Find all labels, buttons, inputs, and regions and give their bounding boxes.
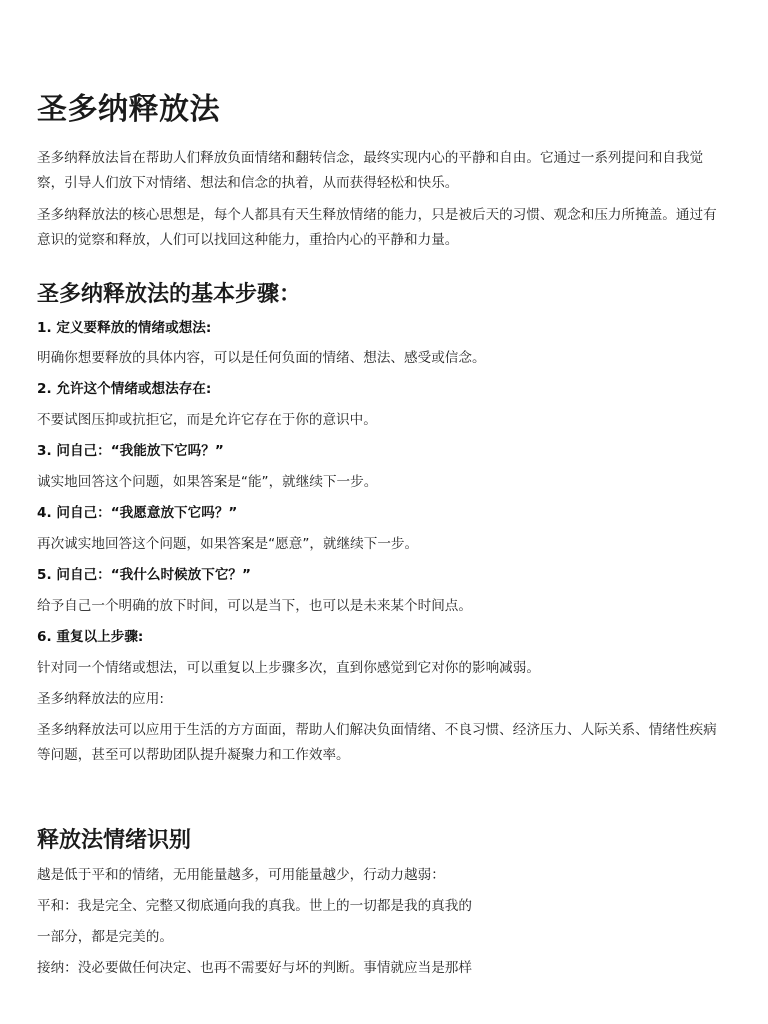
page-title: 圣多纳释放法 [37,92,220,127]
emotion-line-4: 接纳：没必要做任何决定、也再不需要好与坏的判断。事情就应当是那样 [37,960,472,976]
step-2-title: 2. 允许这个情绪或想法存在: [37,381,212,397]
emotion-line-2: 平和：我是完全、完整又彻底通向我的真我。世上的一切都是我的真我的 [37,898,472,914]
intro-paragraph-2: 圣多纳释放法的核心思想是，每个人都具有天生释放情绪的能力，只是被后天的习惯、观念和压力所掩盖。通过有意识的觉察和释放，人们可以找回这种能力，重拾内心的平静和力量。 [37,207,717,248]
step-1-desc: 明确你想要释放的具体内容，可以是任何负面的情绪、想法、感受或信念。 [37,350,486,366]
application-text: 圣多纳释放法可以应用于生活的方方面面，帮助人们解决负面情绪、不良习惯、经济压力、人际关系、情绪性疾病等问题，甚至可以帮助团队提升凝聚力和工作效率。 [37,722,717,763]
emotion-line-1: 越是低于平和的情绪，无用能量越多，可用能量越少，行动力越弱： [37,867,445,883]
step-6-desc: 针对同一个情绪或想法，可以重复以上步骤多次，直到你感觉到它对你的影响减弱。 [37,660,540,676]
steps-heading: 圣多纳释放法的基本步骤： [37,282,302,307]
step-4-desc: 再次诚实地回答这个问题，如果答案是“愿意”，就继续下一步。 [37,536,419,552]
step-5-title: 5. 问自己：“我什么时候放下它？” [37,567,251,583]
application-label: 圣多纳释放法的应用: [37,691,164,707]
step-2-desc: 不要试图压抑或抗拒它，而是允许它存在于你的意识中。 [37,412,377,428]
intro-paragraph-1: 圣多纳释放法旨在帮助人们释放负面情绪和翻转信念，最终实现内心的平静和自由。它通过一系列提问和自我觉察，引导人们放下对情绪、想法和信念的执着，从而获得轻松和快乐。 [37,150,704,191]
step-5-desc: 给予自己一个明确的放下时间，可以是当下，也可以是未来某个时间点。 [37,598,472,614]
emotion-heading: 释放法情绪识别 [37,828,192,853]
step-1-title: 1. 定义要释放的情绪或想法: [37,320,212,336]
step-3-title: 3. 问自己：“我能放下它吗？” [37,443,224,459]
emotion-line-3: 一部分，都是完美的。 [37,929,173,945]
step-3-desc: 诚实地回答这个问题，如果答案是“能”，就继续下一步。 [37,474,378,490]
step-4-title: 4. 问自己：“我愿意放下它吗？” [37,505,238,521]
step-6-title: 6. 重复以上步骤: [37,629,144,645]
